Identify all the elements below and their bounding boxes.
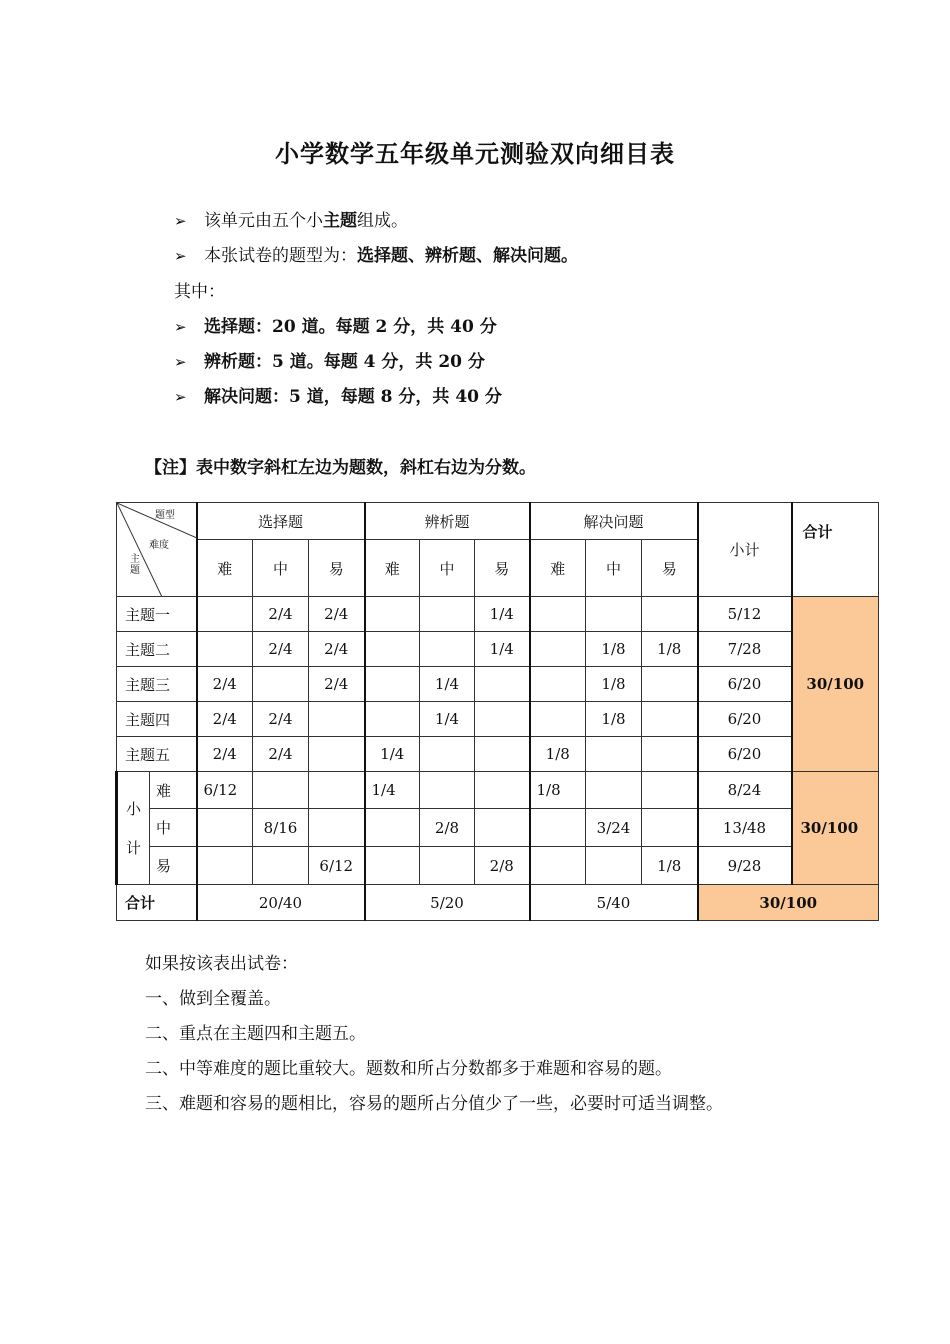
cell [530, 597, 586, 632]
row-subtotal: 8/24 [698, 772, 792, 809]
corner-topic-label-b: 题 [130, 565, 140, 576]
cell: 2/4 [253, 597, 309, 632]
total-header: 合计 [792, 503, 879, 597]
analysis-item: 二、中等难度的题比重较大。题数和所占分数都多于难题和容易的题。 [145, 1059, 672, 1079]
row-subtotal: 6/20 [698, 702, 792, 737]
grand-total: 30/100 [698, 885, 879, 921]
cell [530, 632, 586, 667]
cell [530, 809, 586, 847]
row-subtotal: 7/28 [698, 632, 792, 667]
cell: 1/4 [475, 632, 530, 667]
analysis-intro: 如果按该表出试卷： [145, 954, 298, 974]
group-header: 解决问题 [530, 503, 698, 540]
table-row [117, 847, 879, 885]
subtotal-total: 30/100 [792, 772, 879, 885]
cell: 1/8 [530, 772, 586, 809]
grand-total-label: 合计 [117, 885, 197, 921]
cell: 1/8 [586, 702, 642, 737]
arrow-bullet-icon: ➢ [174, 353, 187, 371]
cell: 1/8 [586, 667, 642, 702]
table-row [117, 702, 879, 737]
cell: 1/4 [365, 737, 420, 772]
cell: 2/4 [197, 702, 253, 737]
cell [586, 737, 642, 772]
cell: 2/4 [253, 737, 309, 772]
intro-line-2: ➢ 本张试卷的题型为：选择题、辨析题、解决问题。 [174, 246, 578, 266]
cell [475, 772, 530, 809]
row-subtotal: 6/20 [698, 737, 792, 772]
cell: 1/4 [420, 702, 475, 737]
cell [420, 737, 475, 772]
bullet-discrimination: ➢ 辨析题：5 道。每题 4 分，共 20 分 [174, 352, 485, 372]
level-header: 中 [586, 540, 642, 597]
level-label: 易 [150, 847, 197, 885]
cell: 2/4 [309, 667, 365, 702]
level-header: 难 [197, 540, 253, 597]
cell [586, 772, 642, 809]
table-note: 【注】表中数字斜杠左边为题数，斜杠右边为分数。 [145, 458, 536, 478]
cell [420, 772, 475, 809]
cell [586, 847, 642, 885]
cell [309, 702, 365, 737]
cell: 6/12 [197, 772, 253, 809]
cell [253, 847, 309, 885]
cell [420, 632, 475, 667]
cell [365, 847, 420, 885]
arrow-bullet-icon: ➢ [174, 212, 187, 230]
corner-type-label: 题型 [155, 510, 175, 521]
cell: 2/4 [253, 632, 309, 667]
table-row [117, 772, 879, 809]
corner-cell [117, 503, 197, 597]
group-header: 选择题 [197, 503, 365, 540]
cell: 1/8 [642, 847, 698, 885]
cell [365, 809, 420, 847]
level-header: 中 [420, 540, 475, 597]
level-label: 难 [150, 772, 197, 809]
corner-difficulty-label: 难度 [149, 540, 169, 551]
cell [253, 772, 309, 809]
row-label: 主题五 [117, 737, 197, 772]
among-label: 其中： [174, 282, 225, 302]
arrow-bullet-icon: ➢ [174, 318, 187, 336]
cell [420, 847, 475, 885]
cell [197, 847, 253, 885]
cell [197, 632, 253, 667]
grand-group-total: 5/20 [365, 885, 530, 921]
level-label: 中 [150, 809, 197, 847]
cell: 8/16 [253, 809, 309, 847]
arrow-bullet-icon: ➢ [174, 388, 187, 406]
analysis-item: 二、重点在主题四和主题五。 [145, 1024, 366, 1044]
row-subtotal: 5/12 [698, 597, 792, 632]
table-row [117, 667, 879, 702]
row-label: 主题一 [117, 597, 197, 632]
cell [475, 667, 530, 702]
level-header: 中 [253, 540, 309, 597]
table-row [117, 632, 879, 667]
arrow-bullet-icon: ➢ [174, 247, 187, 265]
topics-total: 30/100 [792, 597, 879, 772]
cell [642, 772, 698, 809]
cell [530, 847, 586, 885]
bullet-problem-solving: ➢ 解决问题：5 道，每题 8 分，共 40 分 [174, 387, 502, 407]
grand-total-row [117, 885, 879, 921]
cell: 3/24 [586, 809, 642, 847]
cell: 1/4 [420, 667, 475, 702]
level-header: 难 [365, 540, 420, 597]
analysis-item: 一、做到全覆盖。 [145, 989, 281, 1009]
cell: 2/4 [309, 597, 365, 632]
row-subtotal: 13/48 [698, 809, 792, 847]
cell [642, 597, 698, 632]
cell [420, 597, 475, 632]
cell [197, 809, 253, 847]
cell: 2/4 [253, 702, 309, 737]
cell: 1/8 [586, 632, 642, 667]
grand-group-total: 5/40 [530, 885, 698, 921]
cell: 2/4 [197, 737, 253, 772]
table-row [117, 737, 879, 772]
cell [530, 702, 586, 737]
level-header: 难 [530, 540, 586, 597]
cell [197, 597, 253, 632]
cell [642, 667, 698, 702]
cell: 1/4 [365, 772, 420, 809]
row-label: 主题四 [117, 702, 197, 737]
group-header: 辨析题 [365, 503, 530, 540]
analysis-item: 三、难题和容易的题相比，容易的题所占分值少了一些，必要时可适当调整。 [145, 1094, 723, 1114]
level-header: 易 [309, 540, 365, 597]
cell [365, 597, 420, 632]
cell [365, 702, 420, 737]
level-header: 易 [642, 540, 698, 597]
spec-table [115, 502, 879, 921]
grand-group-total: 20/40 [197, 885, 365, 921]
cell [475, 702, 530, 737]
cell: 1/8 [530, 737, 586, 772]
cell: 1/4 [475, 597, 530, 632]
cell: 2/8 [475, 847, 530, 885]
cell [586, 597, 642, 632]
cell [309, 737, 365, 772]
cell [642, 809, 698, 847]
level-header: 易 [475, 540, 530, 597]
cell: 1/8 [642, 632, 698, 667]
row-label: 主题二 [117, 632, 197, 667]
cell: 6/12 [309, 847, 365, 885]
cell [309, 772, 365, 809]
cell [530, 667, 586, 702]
cell [475, 737, 530, 772]
row-label: 主题三 [117, 667, 197, 702]
subtotal-row-label: 小 计 [117, 772, 150, 885]
cell [475, 809, 530, 847]
corner-topic-label-a: 主 [130, 554, 140, 565]
cell [365, 667, 420, 702]
subtotal-header: 小计 [698, 503, 792, 597]
table-row [117, 809, 879, 847]
row-subtotal: 9/28 [698, 847, 792, 885]
table-row [117, 597, 879, 632]
cell [365, 632, 420, 667]
intro-line-1: ➢ 该单元由五个小主题组成。 [174, 211, 408, 231]
cell: 2/4 [197, 667, 253, 702]
cell [642, 702, 698, 737]
cell [253, 667, 309, 702]
cell: 2/8 [420, 809, 475, 847]
bullet-choice: ➢ 选择题：20 道。每题 2 分，共 40 分 [174, 317, 497, 337]
page-title: 小学数学五年级单元测验双向细目表 [275, 140, 675, 168]
cell [309, 809, 365, 847]
row-subtotal: 6/20 [698, 667, 792, 702]
cell: 2/4 [309, 632, 365, 667]
cell [642, 737, 698, 772]
